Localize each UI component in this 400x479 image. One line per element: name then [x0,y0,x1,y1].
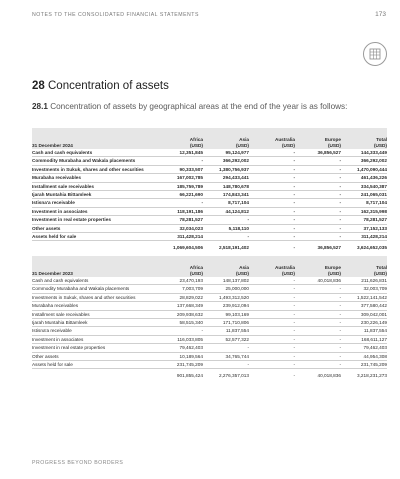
cell-value: - [157,199,203,207]
column-header: Europe (USD) [324,265,341,276]
cell-value: 25,000,000 [203,285,249,293]
cell-value: 23,470,193 [157,277,203,285]
table-row [32,277,387,285]
cell-value: - [249,310,295,318]
cell-value: 230,226,149 [341,319,387,327]
cell-value: - [249,361,295,369]
cell-value: 231,745,209 [157,361,203,369]
cell-value: 52,577,322 [203,335,249,343]
cell-value: - [295,199,341,207]
total-value: 901,855,424 [176,373,203,379]
cell-value: - [295,293,341,301]
cell-value: - [295,233,341,241]
table-row [32,216,387,224]
cell-value: 366,292,002 [203,157,249,165]
cell-value: - [249,216,295,224]
cell-value: 162,315,998 [341,207,387,215]
cell-value: - [203,361,249,369]
cell-value: - [249,302,295,310]
cell-value: 231,745,209 [341,361,387,369]
row-label: Commodity Murabaha and Wakala placements [32,285,157,293]
table-header-row [32,128,387,149]
cell-value: 44,124,812 [203,207,249,215]
row-label: Istisna'a receivable [32,327,157,335]
table-row [32,335,387,343]
cell-value: 11,837,554 [203,327,249,335]
cell-value: - [295,361,341,369]
cell-value: 1,470,090,444 [341,165,387,173]
cell-value: - [249,285,295,293]
row-label: Cash and cash equivalents [32,277,157,285]
table-row [32,149,387,157]
table-row [32,302,387,310]
column-header: Asia (USD) [235,265,249,276]
cell-value: - [249,207,295,215]
cell-value: - [249,174,295,182]
cell-value: 32,034,023 [157,224,203,232]
total-value: - [293,245,295,251]
cell-value: - [295,335,341,343]
page-number: 173 [375,11,386,18]
column-header: Europe (USD) [324,137,341,148]
column-header: Africa (USD) [189,265,203,276]
cell-value: 241,065,031 [341,191,387,199]
cell-value: 171,710,806 [203,319,249,327]
cell-value: 36,856,527 [295,149,341,157]
total-value: - [293,373,295,379]
cell-value: - [295,302,341,310]
cell-value: 137,668,349 [157,302,203,310]
cell-value: - [249,277,295,285]
cell-value: - [249,149,295,157]
cell-value: 66,221,690 [157,191,203,199]
cell-value: 294,433,441 [203,174,249,182]
cell-value: 148,780,678 [203,182,249,190]
cell-value: 1,493,312,520 [203,293,249,301]
cell-value: 309,042,001 [341,310,387,318]
cell-value: 8,717,104 [203,199,249,207]
table-row [32,310,387,318]
row-label: Ijarah Muntahia Bittamleek [32,319,157,327]
cell-value: 1,522,141,542 [341,293,387,301]
cell-value: 118,191,186 [157,207,203,215]
total-label [32,369,157,380]
cell-value: 144,333,449 [341,149,387,157]
column-header: Total (USD) [373,137,387,148]
cell-value: - [157,157,203,165]
cell-value: - [295,207,341,215]
cell-value: - [295,310,341,318]
section-title-text: Concentration of assets [48,80,169,92]
cell-value: 174,843,341 [203,191,249,199]
page-footer: PROGRESS BEYOND BORDERS [32,460,124,466]
cell-value: 95,124,977 [203,149,249,157]
cell-value: 11,837,554 [341,327,387,335]
cell-value: 311,428,214 [157,233,203,241]
table-row [32,182,387,190]
total-label [32,241,157,252]
cell-value: 78,281,527 [157,216,203,224]
table-row [32,344,387,352]
cell-value: 28,829,022 [157,293,203,301]
cell-value: - [295,352,341,360]
total-value: 40,018,836 [317,373,341,379]
cell-value: - [249,344,295,352]
row-label: Cash and cash equivalents [32,149,157,157]
table-period-label: 31 December 2024 [32,143,73,148]
row-label: Investments in Sukuk, shares and other securities [32,165,157,173]
table-row [32,293,387,301]
column-header: Total (USD) [373,265,387,276]
table-row [32,174,387,182]
cell-value: 334,540,387 [341,182,387,190]
assets-table-2024 [32,128,387,252]
total-value: 3,624,652,035 [357,245,387,251]
cell-value: - [249,335,295,343]
cell-value: 7,003,709 [157,285,203,293]
row-label: Installment sale receivables [32,310,157,318]
row-label: Murabaha receivables [32,174,157,182]
cell-value: - [203,233,249,241]
cell-value: - [249,224,295,232]
cell-value: 148,137,802 [203,277,249,285]
cell-value: - [249,233,295,241]
cell-value: - [295,224,341,232]
table-row [32,165,387,173]
cell-value: 461,436,226 [341,174,387,182]
column-header: Africa (USD) [189,137,203,148]
row-label: Other assets [32,224,157,232]
cell-value: - [249,199,295,207]
column-header: Australia (USD) [274,265,295,276]
subsection-title-text: Concentration of assets by geographical areas at the end of the year is as follows: [50,102,348,111]
section-number: 28 [32,80,45,92]
cell-value: 78,281,527 [341,216,387,224]
table-row [32,233,387,241]
cell-value: 377,580,442 [341,302,387,310]
table-row [32,361,387,369]
cell-value: - [295,319,341,327]
cell-value: - [295,191,341,199]
cell-value: - [249,327,295,335]
cell-value: 8,717,104 [341,199,387,207]
cell-value: 311,428,214 [341,233,387,241]
cell-value: - [295,165,341,173]
table-period-label: 31 December 2023 [32,271,73,276]
cell-value: - [249,352,295,360]
row-label: Istisna'a receivable [32,199,157,207]
total-row [32,369,387,380]
cell-value: - [295,216,341,224]
total-value: 2,276,357,013 [219,373,249,379]
cell-value: 32,003,709 [341,285,387,293]
cell-value: - [295,285,341,293]
cell-value: 168,611,127 [341,335,387,343]
cell-value: 44,954,308 [341,352,387,360]
cell-value: - [203,344,249,352]
cell-value: - [295,182,341,190]
total-value: 2,518,191,402 [219,245,249,251]
cell-value: - [249,319,295,327]
row-label: Commodity Murabaha and Wakala placements [32,157,157,165]
cell-value: - [249,165,295,173]
cell-value: 90,333,507 [157,165,203,173]
cell-value: 167,002,785 [157,174,203,182]
table-row [32,191,387,199]
row-label: Assets held for sale [32,233,157,241]
cell-value: 58,515,340 [157,319,203,327]
cell-value: - [295,174,341,182]
cell-value: - [295,344,341,352]
cell-value: 79,462,403 [157,344,203,352]
cell-value: - [249,182,295,190]
cell-value: 5,118,110 [203,224,249,232]
cell-value: 209,938,632 [157,310,203,318]
column-header: Asia (USD) [235,137,249,148]
emblem-icon [363,42,387,66]
row-label: Other assets [32,352,157,360]
subsection-title [32,102,352,112]
table-row [32,224,387,232]
total-value: 1,069,604,506 [173,245,203,251]
row-label: Ijarah Muntahia Bittamleek [32,191,157,199]
cell-value: - [249,293,295,301]
column-header: Australia (USD) [274,137,295,148]
row-label: Investments in Sukuk, shares and other securities [32,293,157,301]
table-row [32,157,387,165]
cell-value: 211,626,831 [341,277,387,285]
row-label: Investment in real estate properties [32,344,157,352]
cell-value: 10,189,564 [157,352,203,360]
table-row [32,207,387,215]
cell-value: 116,033,805 [157,335,203,343]
cell-value: - [157,327,203,335]
cell-value: 12,351,845 [157,149,203,157]
row-label: Installment sale receivables [32,182,157,190]
row-label: Investment in associates [32,335,157,343]
cell-value: 239,912,094 [203,302,249,310]
cell-value: - [249,191,295,199]
cell-value: 34,765,744 [203,352,249,360]
assets-table-2023 [32,256,387,380]
cell-value: - [249,157,295,165]
cell-value: - [203,216,249,224]
cell-value: 40,018,836 [295,277,341,285]
row-label: Investment in associates [32,207,157,215]
cell-value: - [295,157,341,165]
table-row [32,352,387,360]
cell-value: 1,380,756,937 [203,165,249,173]
table-row [32,199,387,207]
running-header: NOTES TO THE CONSOLIDATED FINANCIAL STATEMENTS [32,12,199,18]
cell-value: 79,462,403 [341,344,387,352]
cell-value: - [295,327,341,335]
row-label: Assets held for sale [32,361,157,369]
cell-value: 99,103,169 [203,310,249,318]
total-value: 36,856,527 [317,245,341,251]
cell-value: 366,292,002 [341,157,387,165]
total-value: 3,218,231,273 [357,373,387,379]
cell-value: 185,759,789 [157,182,203,190]
subsection-number: 28.1 [32,102,48,111]
table-row [32,327,387,335]
row-label: Investment in real estate properties [32,216,157,224]
table-header-row [32,256,387,277]
table-row [32,319,387,327]
row-label: Murabaha receivables [32,302,157,310]
total-row [32,241,387,252]
section-title [32,80,169,92]
cell-value: 37,152,133 [341,224,387,232]
table-row [32,285,387,293]
